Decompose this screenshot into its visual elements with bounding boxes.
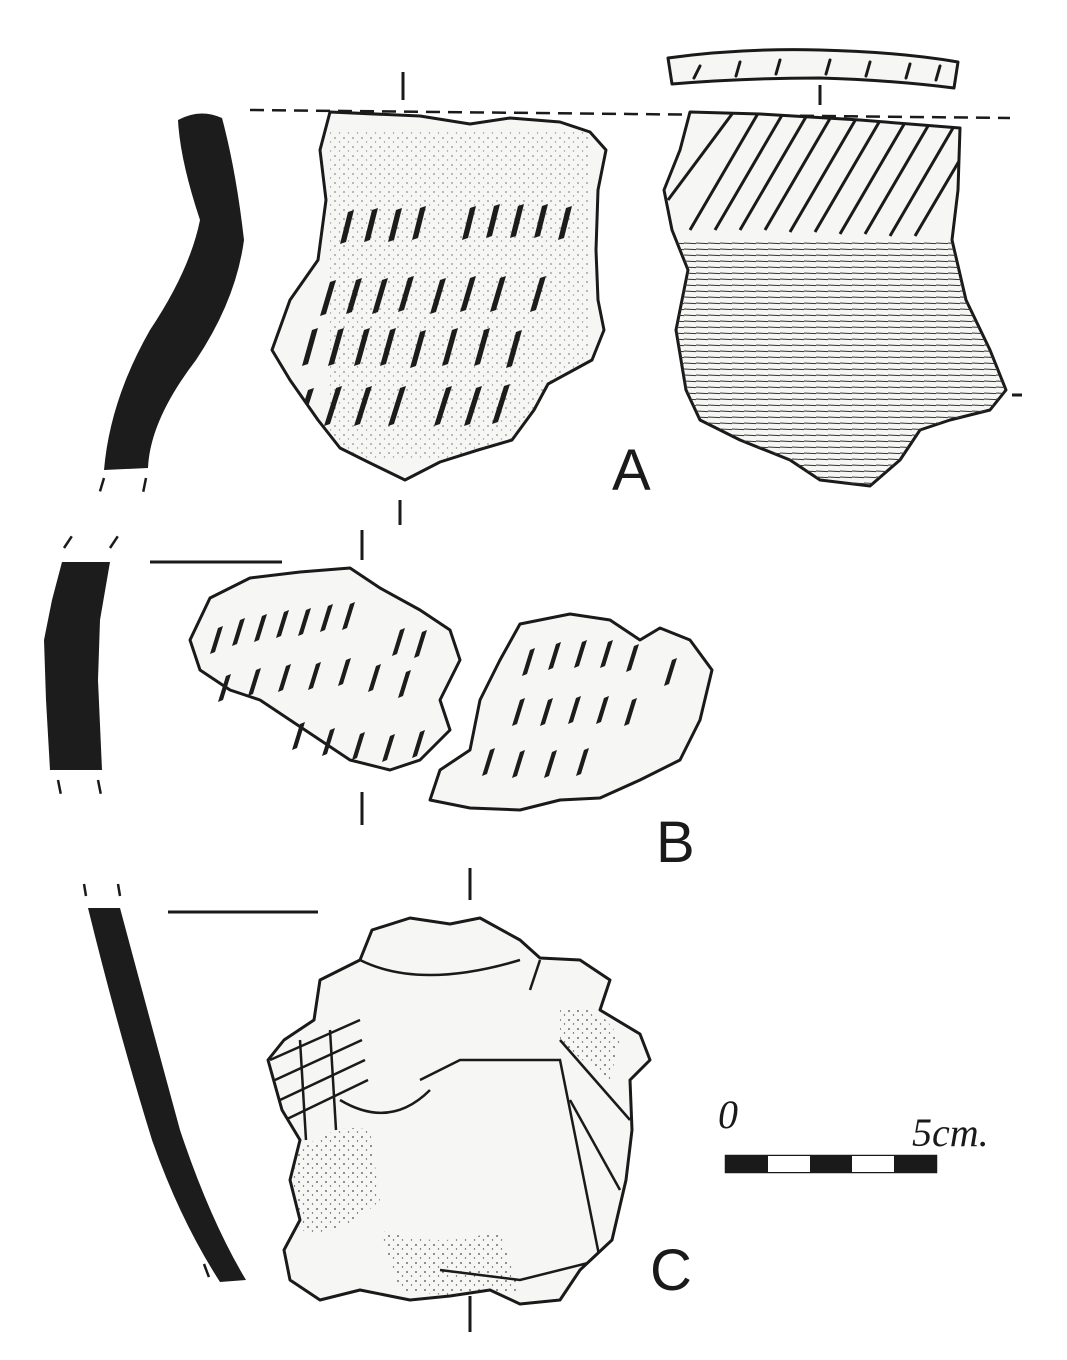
sherd-a-rim-top-view (668, 50, 958, 88)
scale-segment-3 (810, 1156, 852, 1172)
sherd-b-profile-break-bottom-right (98, 780, 102, 800)
scale-bar (718, 1092, 989, 1172)
sherd-c-group (84, 868, 692, 1332)
sherd-c-profile-break-bottom (204, 1264, 210, 1280)
sherd-a-label: A (612, 438, 651, 503)
scale-segment-4 (852, 1156, 894, 1172)
sherd-a-group (98, 50, 1022, 525)
scale-segment-5 (894, 1156, 936, 1172)
sherd-a-profile-break-right (142, 478, 146, 498)
sherd-b-profile-break-top-left (64, 536, 72, 548)
sherd-b-fragment-right (430, 614, 712, 810)
scale-segment-1 (726, 1156, 768, 1172)
scale-end-label: 5cm. (912, 1110, 989, 1155)
sherd-b-profile-break-top-right (110, 536, 118, 548)
sherd-a-profile-section (104, 113, 244, 470)
sherd-a-profile-break-left (98, 478, 104, 498)
scale-segment-2 (768, 1156, 810, 1172)
sherd-b-profile-break-bottom-left (58, 780, 62, 800)
scale-start-label: 0 (718, 1092, 738, 1137)
sherd-c-profile-break-top-left (84, 884, 86, 896)
sherd-c-profile-break-top-right (118, 884, 120, 896)
sherd-b-profile-section (44, 562, 110, 770)
sherd-c-profile-section (88, 908, 246, 1282)
sherd-b-group (44, 530, 712, 875)
sherd-c-label: C (650, 1238, 692, 1303)
sherd-b-label: B (656, 810, 695, 875)
